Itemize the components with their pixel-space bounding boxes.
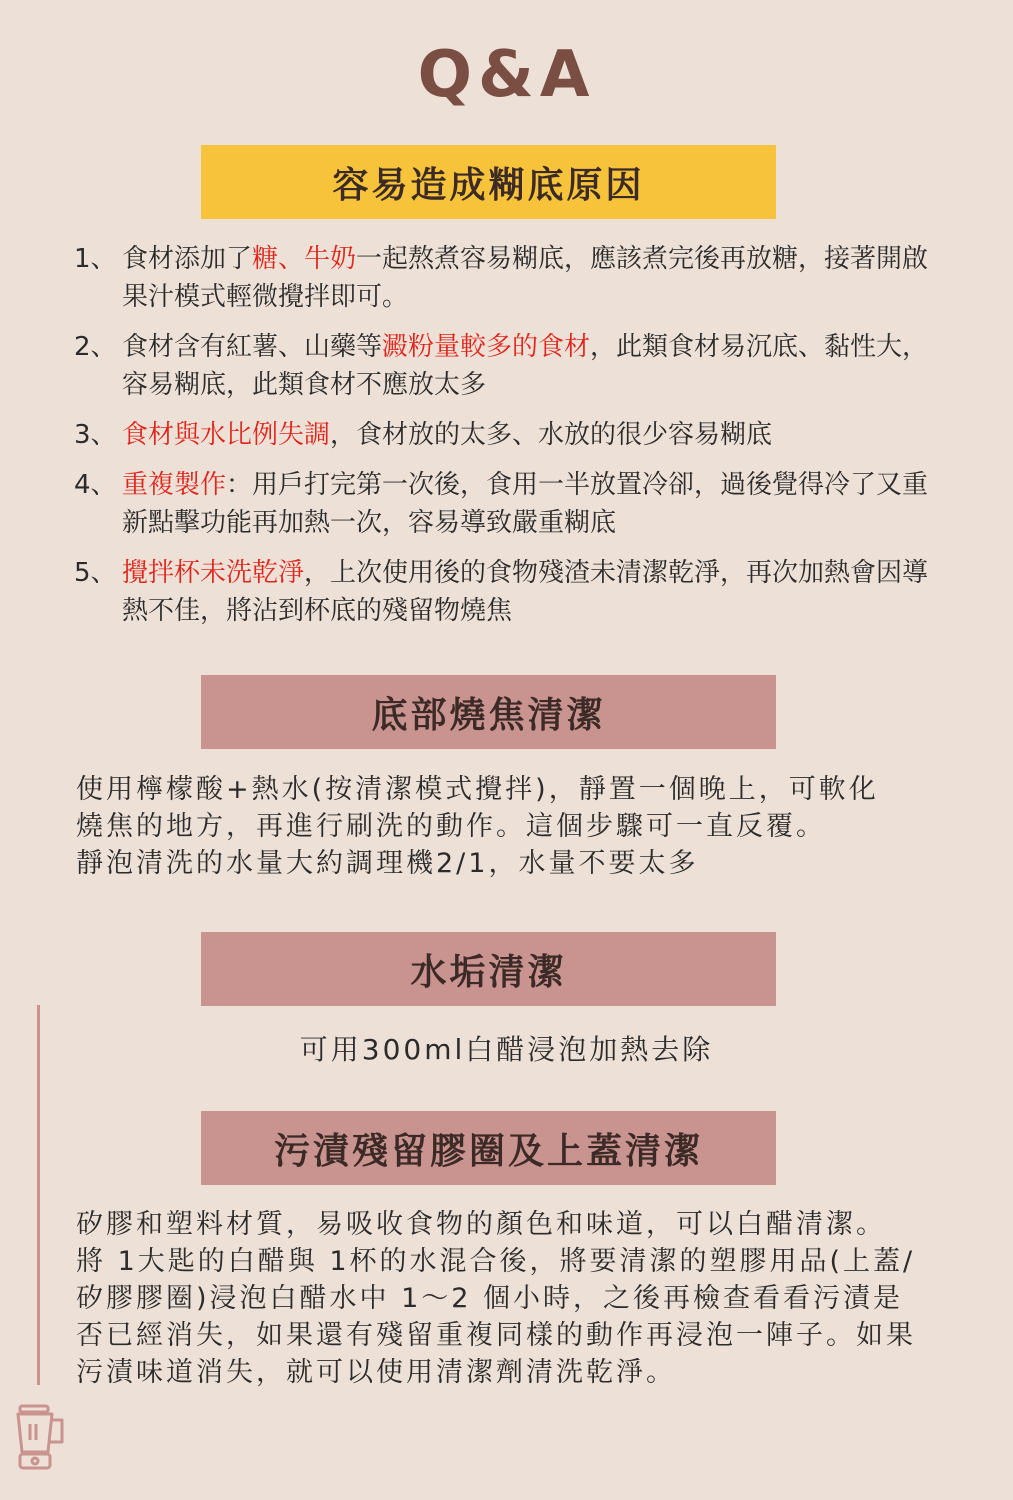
scale-text: 可用300ml白醋浸泡加熱去除 — [299, 1033, 714, 1066]
decorative-divider — [37, 1005, 40, 1385]
gasket-lid-text: 矽膠和塑料材質，易吸收食物的顏色和味道，可以白醋清潔。 將 1大匙的白醋與 1杯的水混合後，將要清潔的塑膠用品(上蓋/ 矽膠膠圈)浸泡白醋水中 1～2 個小時，之後再檢查看看污漬是 否已經消失，如果還有殘留重複同樣的動作再浸泡一陣子。如果 污漬味道消失，就可以使用清潔劑清洗乾淨。 — [76, 1209, 916, 1388]
burn-causes-list — [74, 240, 944, 642]
list-item: 5、 攪拌杯未洗乾淨，上次使用後的食物殘渣未清潔乾淨，再次加熱會因導熱不佳，將沾到杯底的殘留物燒焦 — [74, 554, 944, 630]
item-number: 2、 — [74, 332, 117, 362]
highlight-text: 食材與水比例失調 — [122, 420, 331, 450]
section-heading-gasket-lid: 污漬殘留膠圈及上蓋清潔 — [201, 1111, 776, 1185]
page-title: Q&A — [417, 38, 596, 112]
highlight-text: 澱粉量較多的食材 — [382, 332, 591, 362]
bottom-burn-text: 使用檸檬酸+熱水(按清潔模式攪拌)，靜置一個晚上，可軟化 燒焦的地方，再進行刷洗的動作。這個步驟可一直反覆。 靜泡清洗的水量大約調理機2/1，水量不要太多 — [76, 774, 879, 879]
section-heading-scale: 水垢清潔 — [201, 932, 776, 1006]
list-item: 4、 重複製作：用戶打完第一次後，食用一半放置冷卻，過後覺得冷了又重新點擊功能再加熱一次，容易導致嚴重糊底 — [74, 466, 944, 542]
section-heading-burn-causes: 容易造成糊底原因 — [201, 145, 776, 219]
list-item: 3、 食材與水比例失調，食材放的太多、水放的很少容易糊底 — [74, 416, 944, 454]
blender-icon — [12, 1402, 68, 1476]
item-number: 4、 — [74, 470, 117, 500]
item-number: 1、 — [74, 244, 117, 274]
list-item: 1、 食材添加了糖、牛奶一起熬煮容易糊底，應該煮完後再放糖，接著開啟果汁模式輕微攪拌即可。 — [74, 240, 944, 316]
highlight-text: 重複製作 — [122, 470, 227, 500]
item-number: 5、 — [74, 558, 117, 588]
list-item: 2、 食材含有紅薯、山藥等澱粉量較多的食材，此類食材易沉底、黏性大，容易糊底，此類食材不應放太多 — [74, 328, 944, 404]
section-heading-bottom-burn: 底部燒焦清潔 — [201, 675, 776, 749]
highlight-text: 攪拌杯未洗乾淨 — [122, 558, 305, 588]
highlight-text: 糖、牛奶 — [252, 244, 357, 274]
item-number: 3、 — [74, 420, 117, 450]
